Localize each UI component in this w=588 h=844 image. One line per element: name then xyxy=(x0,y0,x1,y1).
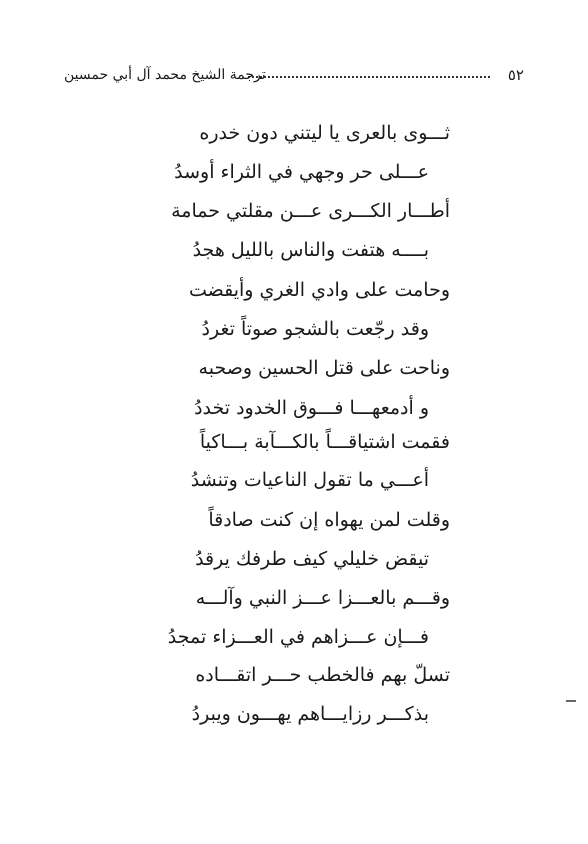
verse-6-first-hemistich: وقلت لمن يهواه إن كنت صادقاً xyxy=(208,509,450,531)
page-number: ٥٢ xyxy=(507,66,524,84)
verse-5-first-hemistich: فقمت اشتياقـــاً بالكـــآبة بـــاكياً xyxy=(199,431,450,453)
verse-5-second-hemistich: أعـــي ما تقول الناعيات وتنشدُ xyxy=(190,469,429,491)
running-title: ترجمة الشيخ محمد آل أبي حمسين xyxy=(64,67,266,83)
verse-1-first-hemistich: ثـــوى بالعرى يا ليتني دون خدره xyxy=(199,122,450,144)
verse-2-first-hemistich: أطـــار الكـــرى عـــن مقلتي حمامة xyxy=(171,200,450,222)
verse-7-second-hemistich: فـــإن عـــزاهم في العـــزاء تمجدُ xyxy=(167,626,429,648)
verse-4-first-hemistich: وناحت على قتل الحسين وصحبه xyxy=(198,357,450,379)
verse-2-second-hemistich: بــــه هتفت والناس بالليل هجدُ xyxy=(192,239,429,261)
verse-3-first-hemistich: وحامت على وادي الغري وأيقضت xyxy=(188,279,450,301)
margin-mark xyxy=(566,700,576,702)
verse-8-second-hemistich: بذكـــر رزايـــاهم يهـــون ويبردُ xyxy=(191,703,429,725)
verse-7-first-hemistich: وقـــم بالعـــزا عـــز النبي وآلـــه xyxy=(195,587,450,609)
verse-6-second-hemistich: تيقض خليلي كيف طرفك يرقدُ xyxy=(195,548,429,570)
verse-8-first-hemistich: تسلّ بهم فالخطب حـــر اتقـــاده xyxy=(195,664,450,686)
verse-1-second-hemistich: عـــلى حر وجهي في الثراء أوسدُ xyxy=(174,161,429,183)
verse-4-second-hemistich: و أدمعهـــا فـــوق الخدود تخددُ xyxy=(194,397,429,419)
verse-3-second-hemistich: وقد رجّعت بالشجو صوتاً تغردُ xyxy=(201,318,429,340)
